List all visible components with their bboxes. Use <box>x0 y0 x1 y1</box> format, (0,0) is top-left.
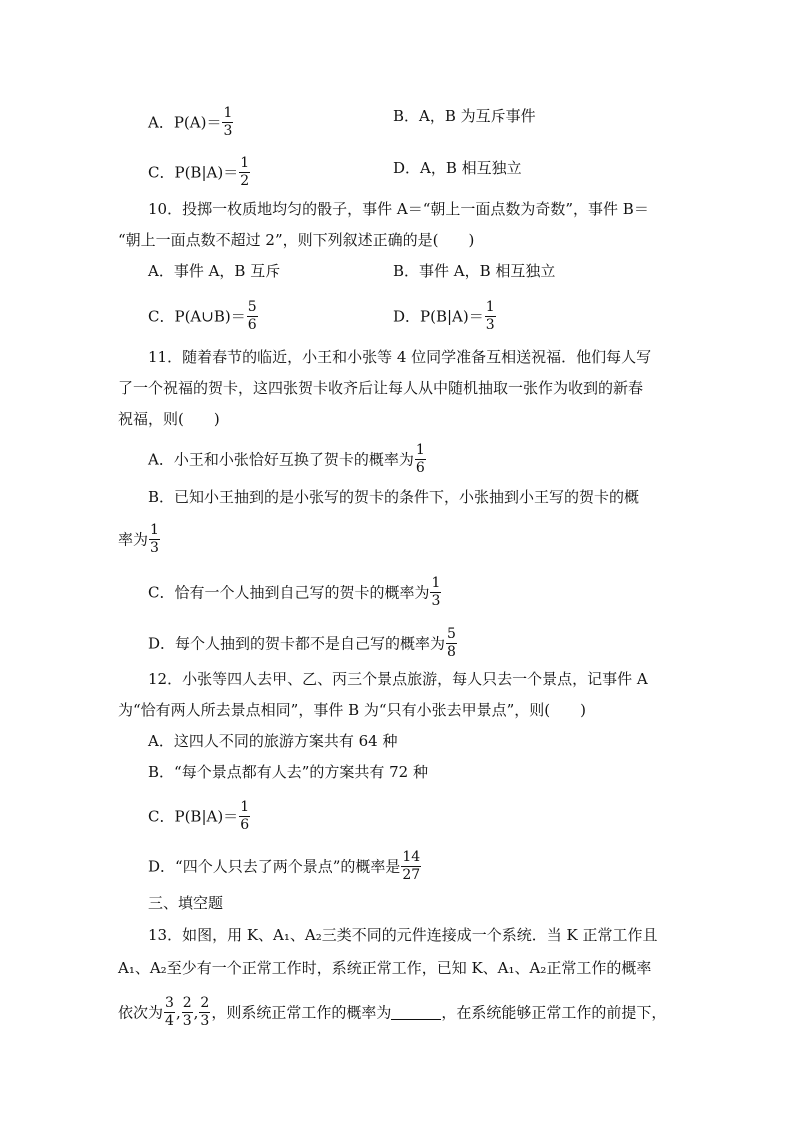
q9-option-d: D．A，B 相互独立 <box>393 159 522 177</box>
fraction: $\frac{3}{4}$ <box>165 995 174 1029</box>
fraction: $\frac{1}{3}$ <box>223 105 233 139</box>
q11-stem-line3: 祝福，则( ) <box>118 410 220 428</box>
q11-option-a: A．小王和小张恰好互换了贺卡的概率为 $\frac{1}{6}$ <box>148 442 425 476</box>
q12-stem-line2: 为“恰有两人所去景点相同”，事件 B 为“只有小张去甲景点”，则( ) <box>118 701 586 719</box>
q9-option-c: C．P(B|A)＝ $\frac{1}{2}$ <box>148 155 250 189</box>
q12-option-c: C．P(B|A)＝ $\frac{1}{6}$ <box>148 799 250 833</box>
q10-option-a: A．事件 A，B 互斥 <box>148 262 281 280</box>
q13-stem-line2: A₁、A₂至少有一个正常工作时，系统正常工作，已知 K、A₁、A₂正常工作的概率 <box>118 959 652 977</box>
q10-stem-line2: “朝上一面点数不超过 2”，则下列叙述正确的是( ) <box>118 231 475 249</box>
q12-option-a: A．这四人不同的旅游方案共有 64 种 <box>148 732 398 750</box>
fraction: $\frac{1}{3}$ <box>485 299 495 333</box>
answer-blank <box>391 1005 441 1020</box>
q12-option-b: B．“每个景点都有人去”的方案共有 72 种 <box>148 763 428 781</box>
q10-option-d: D．P(B|A)＝ $\frac{1}{3}$ <box>393 299 495 333</box>
q13-stem-line1: 13．如图，用 K、A₁、A₂三类不同的元件连接成一个系统．当 K 正常工作且 <box>148 926 658 944</box>
q11-stem-line2: 了一个祝福的贺卡，这四张贺卡收齐后让每人从中随机抽取一张作为收到的新春 <box>118 379 644 397</box>
q12-stem-line1: 12．小张等四人去甲、乙、丙三个景点旅游，每人只去一个景点，记事件 A <box>148 670 648 688</box>
fraction: $\frac{1}{2}$ <box>240 155 250 189</box>
q12-option-d: D．“四个人只去了两个景点”的概率是 $\frac{14}{27}$ <box>148 849 421 883</box>
q9-option-a: A．P(A)＝ $\frac{1}{3}$ <box>148 105 233 139</box>
q11-stem-line1: 11．随着春节的临近，小王和小张等 4 位同学准备互相送祝福．他们每人写 <box>148 348 652 366</box>
fraction: $\frac{1}{3}$ <box>150 522 159 556</box>
fraction: $\frac{14}{27}$ <box>402 849 421 883</box>
fraction: $\frac{2}{3}$ <box>182 995 192 1029</box>
fraction: $\frac{1}{6}$ <box>240 799 250 833</box>
fraction: $\frac{2}{3}$ <box>200 995 210 1029</box>
q11-option-c: C．恰有一个人抽到自己写的贺卡的概率为 $\frac{1}{3}$ <box>148 575 441 609</box>
q9-option-b: B．A，B 为互斥事件 <box>393 107 536 125</box>
q10-option-c: C．P(A∪B)＝ $\frac{5}{6}$ <box>148 299 257 333</box>
fraction: $\frac{1}{3}$ <box>431 575 441 609</box>
q10-option-b: B．事件 A，B 相互独立 <box>393 262 556 280</box>
q13-stem-line3: 依次为 $\frac{3}{4}$ , $\frac{2}{3}$ , $\frac{2}{3}$ ，则系统正常工作的概率为 ，在系统能够正常工作的前提下， <box>118 995 667 1029</box>
section-title: 三、填空题 <box>148 894 224 912</box>
q11-option-b-line1: B．已知小王抽到的是小张写的贺卡的条件下，小张抽到小王写的贺卡的概 <box>148 488 640 506</box>
q10-stem-line1: 10．投掷一枚质地均匀的骰子，事件 A＝“朝上一面点数为奇数”，事件 B＝ <box>148 200 649 218</box>
fraction: $\frac{1}{6}$ <box>415 442 425 476</box>
q11-option-b-line2: 率为 $\frac{1}{3}$ <box>118 522 159 556</box>
fraction: $\frac{5}{8}$ <box>447 626 456 660</box>
fraction: $\frac{5}{6}$ <box>247 299 257 333</box>
q11-option-d: D．每个人抽到的贺卡都不是自己写的概率为 $\frac{5}{8}$ <box>148 626 456 660</box>
